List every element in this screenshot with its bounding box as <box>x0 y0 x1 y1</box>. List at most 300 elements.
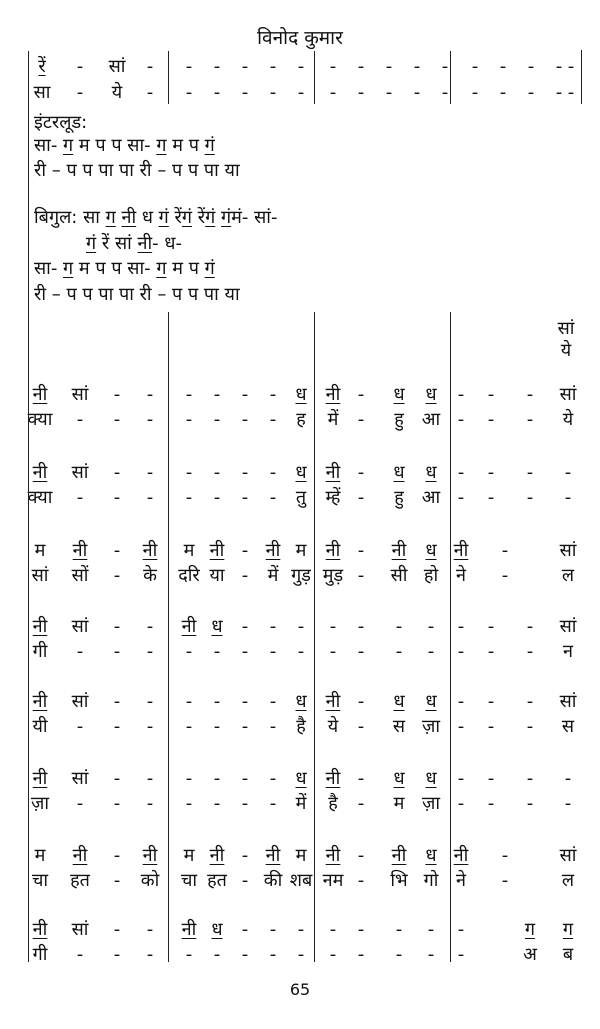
swara-note: नी <box>265 845 281 866</box>
lyric-syllable: - <box>501 565 509 586</box>
lyric-syllable: - <box>457 793 465 814</box>
swara-note: - <box>487 768 495 789</box>
lyric-syllable: - <box>357 409 365 430</box>
swara-note: - <box>329 616 337 637</box>
lyric-syllable: आ <box>421 487 441 508</box>
lyric-syllable: - <box>146 487 154 508</box>
lyric-syllable: तु <box>295 487 307 508</box>
swara-note: - <box>357 845 365 866</box>
lyric-syllable: - <box>487 487 495 508</box>
lyric-syllable: - <box>499 82 507 103</box>
swara-note: सां <box>559 691 577 712</box>
swara-note: सां <box>108 56 126 77</box>
lyric-syllable: - <box>113 487 121 508</box>
lyric-syllable: गो <box>423 870 439 891</box>
lyric-syllable: सा <box>33 82 51 103</box>
swara-note: - <box>76 56 84 77</box>
swara-note: - <box>564 462 572 483</box>
swara-note: सां <box>559 540 577 561</box>
interlude-swaras <box>34 134 215 158</box>
lyric-syllable: - <box>113 409 121 430</box>
swara-note: नी <box>32 919 48 940</box>
notation-segment: बिगुल: सा <box>34 207 106 228</box>
swara-note: - <box>526 691 534 712</box>
swara-note: - <box>269 768 277 789</box>
swara-note: - <box>471 56 479 77</box>
swara-note: - <box>357 56 365 77</box>
lyric-syllable: - <box>385 82 393 103</box>
bigul-swaras-continued <box>86 232 182 256</box>
swara-note: नी <box>453 540 469 561</box>
notation-segment: री – प प पा पा री – प प पा या <box>34 160 240 181</box>
swara-note: नी <box>325 540 341 561</box>
lyric-syllable: - <box>357 487 365 508</box>
lyric-syllable: - <box>146 409 154 430</box>
notation-segment: री – प प पा पा री – प प पा या <box>34 284 240 305</box>
swara-note: म <box>295 540 307 561</box>
lyric-syllable: - <box>269 944 277 965</box>
swara-note: - <box>269 462 277 483</box>
lyric-syllable: - <box>526 487 534 508</box>
lyric-syllable: - <box>185 716 193 737</box>
swara-note: नी <box>32 616 48 637</box>
swara-note: - <box>113 919 121 940</box>
swara-note: नी <box>142 845 158 866</box>
swara-note: सां <box>559 845 577 866</box>
notation-segment: ग <box>63 258 74 279</box>
lyric-syllable: - <box>526 716 534 737</box>
lyric-syllable: अ <box>523 944 537 965</box>
measure-barline <box>168 51 169 104</box>
lyric-syllable: चा <box>31 870 49 891</box>
swara-note: नी <box>72 845 88 866</box>
bigul-swaras-2 <box>34 257 215 281</box>
lyric-syllable: गी <box>32 641 48 662</box>
lyric-syllable: हत <box>207 870 227 891</box>
lyric-syllable: - <box>457 716 465 737</box>
swara-note: - <box>357 691 365 712</box>
lyric-syllable: - <box>487 409 495 430</box>
swara-note: ध <box>425 384 437 405</box>
lyric-syllable: - <box>395 641 403 662</box>
swara-note: - <box>427 919 435 940</box>
swara-note: नी <box>32 384 48 405</box>
swara-note: नी <box>391 540 407 561</box>
notation-segment: नी <box>121 207 137 228</box>
notation-segment: म प <box>166 135 205 156</box>
lyric-syllable: - <box>213 716 221 737</box>
lyric-syllable: - <box>76 82 84 103</box>
notation-segment: सा- <box>34 135 64 156</box>
lyric-syllable: म <box>393 793 405 814</box>
lyric-syllable: - <box>329 944 337 965</box>
swara-note: - <box>185 56 193 77</box>
lyric-syllable: - <box>413 82 421 103</box>
lyric-syllable: दरि <box>178 565 200 586</box>
lyric-syllable: में <box>295 793 307 814</box>
swara-note: ग <box>524 919 536 940</box>
lyric-syllable: - <box>357 944 365 965</box>
lyric-syllable: - <box>185 793 193 814</box>
swara-note: ध <box>425 691 437 712</box>
lyric-syllable: - <box>526 641 534 662</box>
lyric-syllable: - <box>76 641 84 662</box>
swara-note: - <box>241 616 249 637</box>
lyric-syllable: - <box>213 641 221 662</box>
lyric-syllable: - <box>527 82 535 103</box>
swara-note: - <box>213 691 221 712</box>
lyric-syllable: - <box>457 944 465 965</box>
swara-note: म <box>183 540 195 561</box>
lyric-syllable: - <box>457 641 465 662</box>
swara-note: नी <box>265 540 281 561</box>
swara-note: ध <box>425 768 437 789</box>
swara-note: - <box>297 919 305 940</box>
lyric-syllable: - <box>269 409 277 430</box>
lyric-syllable: चा <box>180 870 198 891</box>
swara-note: - <box>269 56 277 77</box>
swara-note: - <box>241 540 249 561</box>
lyric-syllable: - <box>357 82 365 103</box>
lyric-syllable: ह <box>296 409 306 430</box>
lyric-syllable: - <box>526 793 534 814</box>
notation-segment: म प प सा- <box>73 258 157 279</box>
swara-note: नी <box>209 540 225 561</box>
lyric-syllable: शब <box>289 870 313 891</box>
swara-note: - <box>395 919 403 940</box>
swara-note: नी <box>209 845 225 866</box>
swara-note: - <box>487 691 495 712</box>
lyric-syllable: - <box>185 944 193 965</box>
swara-note: - <box>457 691 465 712</box>
swara-note: - <box>527 56 535 77</box>
swara-note: - <box>146 691 154 712</box>
bigul-lyrics <box>34 283 240 307</box>
swara-note: ध <box>425 540 437 561</box>
lyric-syllable: - <box>357 793 365 814</box>
swara-note: सां <box>71 616 89 637</box>
swara-note: - <box>413 56 421 77</box>
lyric-syllable: सों <box>71 565 89 586</box>
lyric-syllable: गी <box>32 944 48 965</box>
lyric-syllable: - <box>113 641 121 662</box>
swara-note: - <box>357 919 365 940</box>
lyric-syllable: है <box>328 793 338 814</box>
notation-segment: ध <box>136 207 159 228</box>
swara-note: - <box>213 462 221 483</box>
swara-note: ध <box>295 768 307 789</box>
swara-note: - <box>357 462 365 483</box>
lyric-syllable: ये <box>111 82 123 103</box>
swara-note: ध <box>393 768 405 789</box>
lyric-syllable: - <box>269 641 277 662</box>
lyric-syllable: - <box>269 82 277 103</box>
lyric-syllable: - <box>427 641 435 662</box>
lyric-syllable: - <box>76 944 84 965</box>
lyric-syllable: - <box>487 641 495 662</box>
measure-barline <box>314 312 315 962</box>
lyric-syllable: - <box>213 487 221 508</box>
lyric-syllable: भि <box>390 870 408 891</box>
swara-note: - <box>329 56 337 77</box>
swara-note: नी <box>72 540 88 561</box>
notation-segment: म प प सा- <box>73 135 157 156</box>
swara-note: नी <box>391 845 407 866</box>
lyric-syllable: ने <box>456 870 466 891</box>
swara-note: - <box>457 919 465 940</box>
measure-barline <box>28 312 29 962</box>
swara-note: - <box>241 845 249 866</box>
swara-note: - <box>269 616 277 637</box>
swara-note: - <box>526 616 534 637</box>
swara-note: - <box>241 691 249 712</box>
lyric-syllable: क्या <box>27 409 53 430</box>
swara-note: - <box>146 462 154 483</box>
swara-note: नी <box>181 616 197 637</box>
lyric-syllable: हु <box>394 487 404 508</box>
swara-note: सां <box>557 318 575 339</box>
swara-note: ध <box>425 462 437 483</box>
swara-note: सां <box>71 919 89 940</box>
swara-note: ध <box>393 384 405 405</box>
lyric-syllable: - <box>213 82 221 103</box>
swara-note: - <box>564 768 572 789</box>
measure-barline <box>314 51 315 104</box>
swara-note: सां <box>71 384 89 405</box>
swara-note: - <box>213 56 221 77</box>
lyric-syllable: - <box>241 487 249 508</box>
lyric-syllable: - <box>441 82 449 103</box>
lyric-syllable: आ <box>421 409 441 430</box>
swara-note: - <box>241 919 249 940</box>
swara-note: - <box>269 384 277 405</box>
lyric-syllable: - <box>457 487 465 508</box>
swara-note: - <box>241 768 249 789</box>
notation-segment: ग <box>105 207 116 228</box>
swara-note: - <box>457 616 465 637</box>
lyric-syllable: - <box>241 716 249 737</box>
notation-segment: गं <box>205 207 216 228</box>
swara-note: - <box>501 540 509 561</box>
lyric-syllable: में <box>267 565 279 586</box>
lyric-syllable: - <box>185 409 193 430</box>
lyric-syllable: हत <box>70 870 90 891</box>
lyric-syllable: - <box>241 793 249 814</box>
lyric-syllable: - <box>357 870 365 891</box>
swara-note: - <box>329 919 337 940</box>
swara-note: - <box>185 768 193 789</box>
lyric-syllable: - <box>213 944 221 965</box>
lyric-syllable: - <box>76 793 84 814</box>
notation-segment: गं <box>158 207 169 228</box>
swara-note: - <box>297 56 305 77</box>
lyric-syllable: - <box>471 82 479 103</box>
swara-note: - <box>113 540 121 561</box>
lyric-syllable: स <box>561 716 575 737</box>
lyric-syllable: हो <box>423 565 439 586</box>
notation-segment: गं <box>86 233 97 254</box>
swara-note: नी <box>325 691 341 712</box>
lyric-syllable: - <box>146 641 154 662</box>
swara-note: - <box>457 768 465 789</box>
swara-note: सां <box>71 691 89 712</box>
lyric-syllable: है <box>296 716 306 737</box>
swara-note: ध <box>211 919 223 940</box>
lyric-syllable: - <box>185 641 193 662</box>
swara-note: - <box>213 384 221 405</box>
lyric-syllable: मुड़ <box>322 565 344 586</box>
swara-note: - <box>297 616 305 637</box>
swara-note: रें <box>38 56 46 77</box>
swara-note: - <box>526 768 534 789</box>
lyric-syllable: - <box>329 641 337 662</box>
measure-barline <box>168 312 169 962</box>
swara-note: - <box>185 462 193 483</box>
swara-note: - <box>146 56 154 77</box>
swara-note: ध <box>393 462 405 483</box>
notation-segment: गं <box>181 207 193 228</box>
swara-note: - <box>357 384 365 405</box>
lyric-syllable: - <box>564 793 572 814</box>
swara-note: ग <box>562 919 574 940</box>
lyric-syllable: - <box>297 641 305 662</box>
swara-note: - <box>113 691 121 712</box>
swara-note: - <box>146 616 154 637</box>
swara-note: - <box>146 919 154 940</box>
swara-note: ध <box>425 845 437 866</box>
swara-note: - <box>113 616 121 637</box>
swara-note: नी <box>325 768 341 789</box>
swara-note: - <box>241 462 249 483</box>
lyric-syllable: ये <box>562 409 574 430</box>
lyric-syllable: ज़ा <box>30 793 50 814</box>
swara-note: - <box>499 56 507 77</box>
swara-note: - <box>146 384 154 405</box>
lyric-syllable: - <box>501 870 509 891</box>
lyric-syllable: - <box>213 793 221 814</box>
lyric-syllable: क्या <box>27 487 53 508</box>
lyric-syllable: - <box>241 641 249 662</box>
lyric-syllable: - <box>457 409 465 430</box>
notation-segment: ग <box>156 258 167 279</box>
swara-note: नी <box>142 540 158 561</box>
lyric-syllable: - <box>241 565 249 586</box>
lyric-syllable: ल <box>561 870 575 891</box>
lyric-syllable: ने <box>456 565 466 586</box>
lyric-syllable: यी <box>32 716 48 737</box>
swara-note: - <box>146 768 154 789</box>
swara-note: - <box>427 616 435 637</box>
lyric-syllable: - <box>76 409 84 430</box>
swara-note: नी <box>453 845 469 866</box>
swara-note: - <box>241 384 249 405</box>
swara-note: - <box>555 56 563 77</box>
notation-segment: ग <box>63 135 74 156</box>
swara-note: - <box>501 845 509 866</box>
swara-note: ध <box>295 384 307 405</box>
swara-note: म <box>295 845 307 866</box>
swara-note: - <box>357 616 365 637</box>
lyric-syllable: सां <box>31 565 49 586</box>
swara-note: - <box>213 768 221 789</box>
swara-note: सां <box>71 462 89 483</box>
notation-segment: गं <box>204 258 215 279</box>
page-number: 65 <box>289 980 311 999</box>
lyric-syllable: हु <box>394 409 404 430</box>
swara-note: - <box>269 691 277 712</box>
notation-segment: रें <box>192 207 206 228</box>
bigul-swaras <box>34 206 277 230</box>
swara-note: - <box>113 845 121 866</box>
lyric-syllable: - <box>113 944 121 965</box>
swara-note: म <box>34 540 46 561</box>
lyric-syllable: - <box>241 409 249 430</box>
swara-note: ध <box>295 462 307 483</box>
lyric-syllable: - <box>564 487 572 508</box>
swara-note: ध <box>393 691 405 712</box>
notation-segment: सा- <box>34 258 64 279</box>
lyric-syllable: सी <box>390 565 408 586</box>
lyric-syllable: - <box>113 716 121 737</box>
swara-note: - <box>385 56 393 77</box>
swara-note: - <box>526 384 534 405</box>
lyric-syllable: ब <box>562 944 574 965</box>
lyric-syllable: या <box>209 565 225 586</box>
swara-note: - <box>487 384 495 405</box>
swara-note: नी <box>325 384 341 405</box>
swara-note: सां <box>71 768 89 789</box>
swara-note: - <box>113 462 121 483</box>
lyric-syllable: - <box>241 82 249 103</box>
lyric-syllable: - <box>113 870 121 891</box>
swara-note: - <box>441 56 449 77</box>
lyric-syllable: - <box>357 716 365 737</box>
swara-note: - <box>357 768 365 789</box>
notation-segment: मं- सां- <box>231 207 278 228</box>
swara-note: - <box>185 691 193 712</box>
lyric-syllable: - <box>241 870 249 891</box>
lyric-syllable: में <box>327 409 339 430</box>
swara-note: - <box>241 56 249 77</box>
lyric-syllable: - <box>395 944 403 965</box>
measure-barline <box>581 50 582 104</box>
notation-segment: रें सां <box>96 233 138 254</box>
lyric-syllable: - <box>297 944 305 965</box>
notation-segment: गं <box>204 135 215 156</box>
swara-note: - <box>487 462 495 483</box>
swara-note: - <box>457 462 465 483</box>
lyric-syllable: - <box>427 944 435 965</box>
notation-segment: रें <box>168 207 182 228</box>
notation-segment: म प <box>166 258 205 279</box>
lyric-syllable: - <box>357 565 365 586</box>
notation-segment: नी <box>137 233 153 254</box>
swara-note: ध <box>295 691 307 712</box>
swara-note: नी <box>32 768 48 789</box>
measure-barline <box>450 312 451 962</box>
swara-note: नी <box>325 462 341 483</box>
lyric-syllable: - <box>185 82 193 103</box>
lyric-syllable: ज़ा <box>421 793 441 814</box>
lyric-syllable: नम <box>322 870 344 891</box>
swara-note: - <box>487 616 495 637</box>
swara-note: नी <box>32 691 48 712</box>
swara-note: म <box>183 845 195 866</box>
swara-note: सां <box>559 616 577 637</box>
swara-note: - <box>113 384 121 405</box>
lyric-syllable: - <box>269 716 277 737</box>
swara-note: म <box>34 845 46 866</box>
